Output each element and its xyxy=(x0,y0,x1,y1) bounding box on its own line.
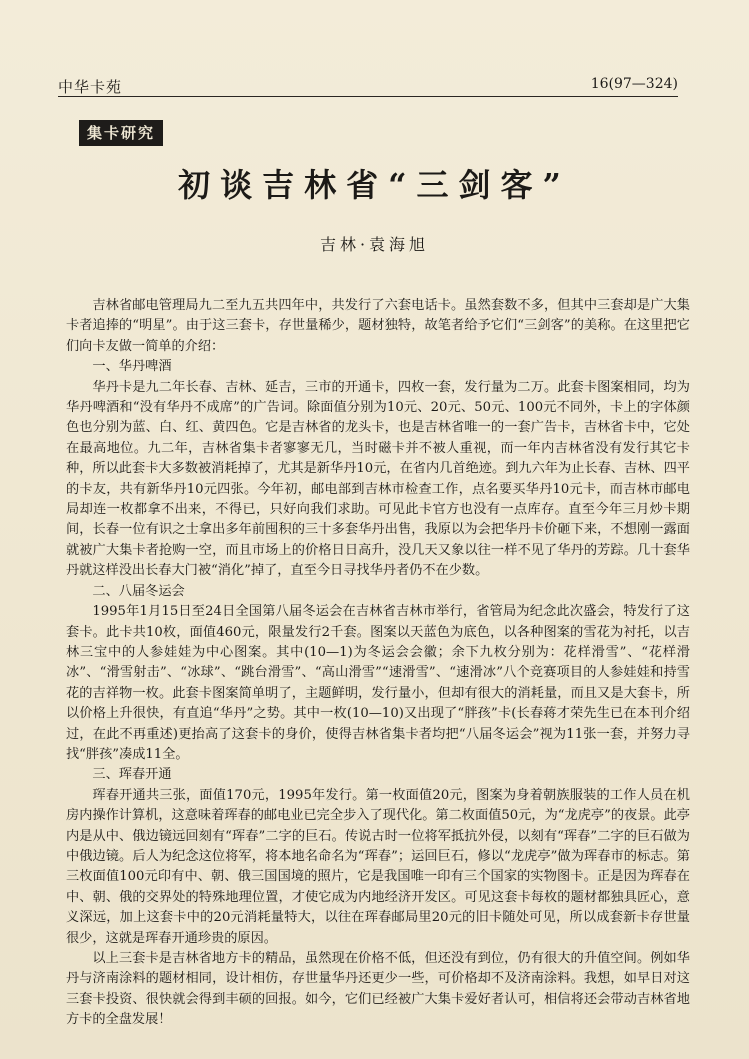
issue-number: 16(97—324) xyxy=(590,76,678,92)
section-heading: 一、华丹啤酒 xyxy=(92,359,172,375)
conclusion-paragraph: 以上三套卡是吉林省地方卡的精品，虽然现在价格不低，但还没有到位，仍有很大的升值空间。例如华丹与济南涂料的题材相同，设计相仿，存世量华丹还更少一些，可价格却不及济南涂料。我想，如早日对这三套卡投资、很快就会得到丰硕的回报。如今，它们已经被广大集卡爱好者认可，相信将还会带动吉林省地方卡的全盘发展！ xyxy=(66,951,690,1028)
section-heading: 三、珲春开通 xyxy=(92,767,172,783)
article-body xyxy=(66,296,690,1031)
header-rule xyxy=(58,96,678,97)
intro-paragraph: 吉林省邮电管理局九二至九五共四年中，共发行了六套电话卡。虽然套数不多，但其中三套却是广大集卡者追捧的“明星”。由于这三套卡，存世量稀少，题材独特，故笔者给予它们“三剑客”的美称。在这里把它们向卡友做一简单的介绍： xyxy=(66,298,690,354)
section-paragraph: 华丹卡是九二年长春、吉林、延吉，三市的开通卡，四枚一套，发行量为二万。此套卡图案相同，均为华丹啤酒和“没有华丹不成席”的广告词。除面值分别为10元、20元、50元、100元不同外，卡上的字体颜色也分别为蓝、白、红、黄四色。它是吉林省的龙头卡，也是吉林省唯一的一套广告卡，吉林省卡中，它处在最高地位。九二年，吉林省集卡者寥寥无几，当时磁卡并不被人重视，而一年内吉林省没有发行其它卡种，所以此套卡大多数被消耗掉了，尤其是新华丹10元，在省内几首绝迹。到九六年为止长春、吉林、四平的卡友，共有新华丹10元四张。今年初，邮电部到吉林市检查工作，点名要买华丹10元卡，而吉林市邮电局却连一枚都拿不出来，不得已，只好向我们求助。可见此卡官方也没有一点库存。直至今年三月炒卡期间，长春一位有识之士拿出多年前囤积的三十多套华丹出售，我原以为会把华丹卡价砸下来，不想刚一露面就被广大集卡者抢购一空，而且市场上的价格日日高升，没几天又象以往一样不见了华丹的芳踪。几十套华丹就这样没出长春大门被“消化”掉了，直至今日寻找华丹者仍不在少数。 xyxy=(66,379,690,579)
section-paragraph: 珲春开通共三张，面值170元，1995年发行。第一枚面值20元，图案为身着朝族服装的工作人员在机房内操作计算机，这意味着珲春的邮电业已完全步入了现代化。第二枚面值50元，为“龙虎亭”的夜景。此亭内是从中、俄边镜远回刻有“珲春”二字的巨石。传说古时一位将军抵抗外侵，以刻有“珲春”二字的巨石做为中俄边镜。后人为纪念这位将军，将本地名命名为“珲春”；运回巨石，修以“龙虎亭”做为珲春市的标志。第三枚面值100元印有中、朝、俄三国国境的照片，它是我国唯一印有三个国家的实物图卡。正是因为珲春在中、朝、俄的交界处的特殊地理位置，才使它成为内地经济开发区。可见这套卡每枚的题材都独具匠心，意义深远，加上这套卡中的20元消耗量特大，以往在珲春邮局里20元的旧卡随处可见，所以成套新卡存世量很少，这就是珲春开通珍贵的原因。 xyxy=(66,787,690,946)
column-tag: 集卡研究 xyxy=(79,120,163,146)
article-author: 吉林·袁海旭 xyxy=(319,235,430,254)
section-heading: 二、八届冬运会 xyxy=(92,583,185,599)
article-title: 初谈吉林省“三剑客” xyxy=(178,166,571,204)
magazine-name: 中华卡苑 xyxy=(58,78,123,96)
page-header xyxy=(58,76,698,96)
section-paragraph: 1995年1月15日至24日全国第八届冬运会在吉林省吉林市举行，省管局为纪念此次盛会，特发行了这套卡。此卡共10枚，面值460元，限量发行2千套。图案以天蓝色为底色，以各种图案的雪花为衬托，以吉林三宝中的人参娃娃为中心图案。其中(10—1)为冬运会会徽；余下九枚分别为：花样滑雪”、“花样滑冰”、“滑雪射击”、“冰球”、“跳台滑雪”、“高山滑雪”“速滑雪”、“速滑冰”八个竞赛项目的人参娃娃和持雪花的吉祥物一枚。此套卡图案简单明了，主题鲜明，发行量小，但却有很大的消耗量，而且又是大套卡，所以价格上升很快，有直追“华丹”之势。其中一枚(10—10)又出现了“胖孩”卡(长春蒋才荣先生已在本刊介绍过，在此不再重述)更抬高了这套卡的身价，使得吉林省集卡者均把“八届冬运会”视为11张一套，并努力寻找“胖孩”凑成11全。 xyxy=(66,604,690,762)
